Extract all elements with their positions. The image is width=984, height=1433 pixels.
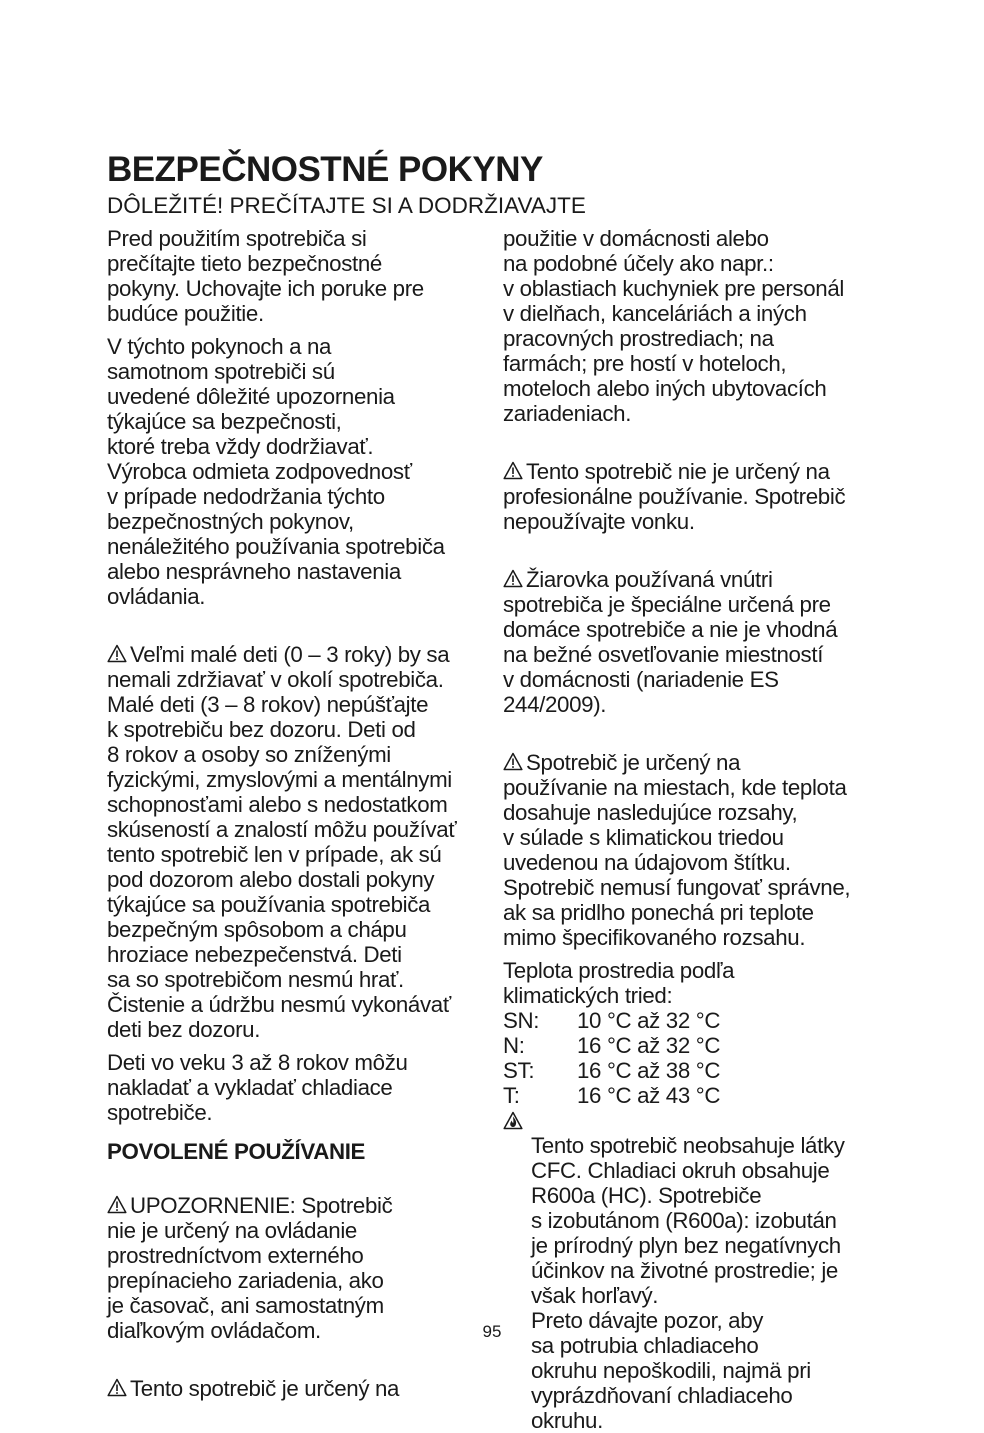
section-heading: POVOLENÉ POUŽÍVANIE: [107, 1139, 366, 1164]
warning-triangle-icon: [107, 1378, 127, 1397]
flammable-warning-icon: [503, 1111, 523, 1130]
climate-range: 16 °C až 43 °C: [577, 1083, 721, 1108]
climate-class: ST:: [503, 1058, 535, 1083]
table-row: [503, 1033, 888, 1058]
warning-triangle-icon: [107, 1195, 127, 1214]
climate-class: N:: [503, 1033, 525, 1058]
left-column: [107, 226, 487, 1401]
climate-range: 16 °C až 32 °C: [577, 1033, 721, 1058]
professional-use-text: Tento spotrebič nie je určený na profesionálne používanie. Spotrebič nepoužívajte vonku.: [503, 459, 846, 534]
climate-class-table: [503, 1008, 888, 1108]
page-subtitle: DÔLEŽITÉ! PREČÍTAJTE SI A DODRŽIAVAJTE: [107, 193, 586, 218]
children-warning: [107, 617, 487, 1042]
children-loading-paragraph: Deti vo veku 3 až 8 rokov môžu nakladať a vykladať chladiace spotrebiče.: [107, 1050, 408, 1125]
page-title: BEZPEČNOSTNÉ POKYNY: [107, 150, 543, 189]
flammable-warning: [503, 1108, 888, 1433]
table-row: [503, 1008, 888, 1033]
climate-class: T:: [503, 1083, 520, 1108]
intro-paragraph: Pred použitím spotrebiča si prečítajte tieto bezpečnostné pokyny. Uchovajte ich poruke pre budúce použitie.: [107, 226, 424, 326]
temperature-warning: [503, 725, 888, 950]
temperature-warning-text: Spotrebič je určený na používanie na miestach, kde teplota dosahuje nasledujúce rozsahy, v súlade s klimatickou triedou uvedenou na údajovom štítku. Spotrebič nemusí fungovať správne, ak sa pridlho ponechá pri teplote mimo špecifikovaného rozsahu.: [503, 750, 851, 950]
climate-range: 10 °C až 32 °C: [577, 1008, 721, 1033]
page-number: 95: [482, 1322, 502, 1341]
caution-warning-text: UPOZORNENIE: Spotrebič nie je určený na ovládanie prostredníctvom externého prepínacieho zariadenia, ako je časovač, ani samostatným diaľkovým ovládačom.: [107, 1193, 393, 1343]
table-row: [503, 1058, 888, 1083]
climate-class: SN:: [503, 1008, 540, 1033]
professional-use-warning: [503, 434, 888, 534]
warnings-paragraph: V týchto pokynoch a na samotnom spotrebiči sú uvedené dôležité upozornenia týkajúce sa bezpečnosti, ktoré treba vždy dodržiavať. Výrobca odmieta zodpovednosť v prípade nedodržania týchto bezpečnostných pokynov, nenáležitého používania spotrebiča alebo nesprávneho nastavenia ovládania.: [107, 334, 445, 609]
intended-use-warning: [107, 1351, 487, 1401]
climate-range: 16 °C až 38 °C: [577, 1058, 721, 1083]
intended-use-text: Tento spotrebič je určený na: [130, 1376, 400, 1401]
warning-triangle-icon: [503, 569, 523, 588]
flammable-warning-text: Tento spotrebič neobsahuje látky CFC. Chladiaci okruh obsahuje R600a (HC). Spotrebiče s izobutánom (R600a): izobután je prírodný plyn bez negatívnych účinkov na životné prostredie; je však horľavý. Preto dávajte pozor, aby sa potrubia chladiaceho okruhu nepoškodili, najmä pri vyprázdňovaní chladiaceho okruhu.: [531, 1133, 845, 1433]
warning-triangle-icon: [107, 644, 127, 663]
warning-triangle-icon: [503, 752, 523, 771]
right-column: [503, 226, 888, 1433]
children-warning-text: Veľmi malé deti (0 – 3 roky) by sa nemali zdržiavať v okolí spotrebiča. Malé deti (3 – 8 rokov) nepúšťajte k spotrebiču bez dozoru. Deti od 8 rokov a osoby so zníženými fyzickými, zmyslovými a mentálnymi schopnosťami alebo s nedostatkom skúseností a znalostí môžu používať tento spotrebič len v prípade, ak sú pod dozorom alebo dostali pokyny týkajúce sa používania spotrebiča bezpečným spôsobom a chápu hroziace nebezpečenstvá. Deti sa so spotrebičom nesmú hrať. Čistenie a údržbu nesmú vykonávať deti bez dozoru.: [107, 642, 457, 1042]
bulb-warning: [503, 542, 888, 717]
climate-intro: Teplota prostredia podľa klimatických tried:: [503, 958, 735, 1008]
bulb-warning-text: Žiarovka používaná vnútri spotrebiča je špeciálne určená pre domáce spotrebiče a nie je vhodná na bežné osvetľovanie miestností v domácnosti (nariadenie ES 244/2009).: [503, 567, 838, 717]
household-use-paragraph: použitie v domácnosti alebo na podobné účely ako napr.: v oblastiach kuchyniek pre personál v dielňach, kanceláriách a iných pracovných prostrediach; na farmách; pre hostí v hoteloch, moteloch alebo iných ubytovacích zariadeniach.: [503, 226, 844, 426]
table-row: [503, 1083, 888, 1108]
caution-warning: [107, 1168, 487, 1343]
warning-triangle-icon: [503, 461, 523, 480]
